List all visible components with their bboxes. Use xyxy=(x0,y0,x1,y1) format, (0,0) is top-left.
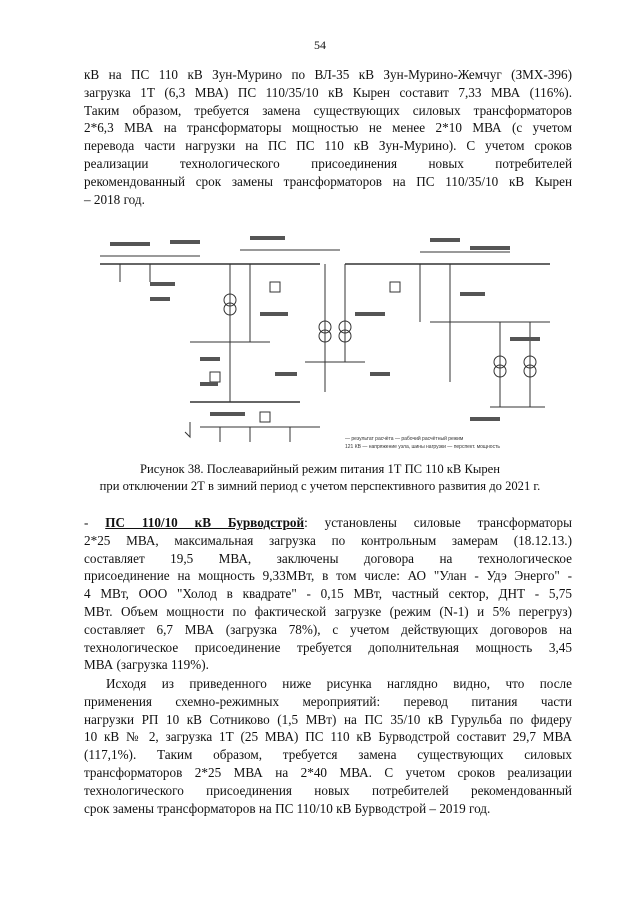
text-line: - ПС 110/10 кВ Бурводстрой: установлены силовые трансформаторы xyxy=(84,515,572,530)
text-line: перевода части нагрузки на ПС ПС 110 кВ Зун-Мурино). С учетом сроков xyxy=(84,138,572,154)
paragraph-kyren xyxy=(84,66,572,208)
figure-caption-line-1: Рисунок 38. Послеаварийный режим питания 1Т ПС 110 кВ Кырен xyxy=(140,462,500,476)
text-line: МВА (загрузка 119%). xyxy=(84,657,209,673)
text-line: рекомендованный срок замены трансформаторов на ПС 110/35/10 кВ Кырен xyxy=(84,173,572,189)
text-line: нагрузки РП 10 кВ Сотниково (1,5 МВт) на ПС 35/10 кВ Гурульба по фидеру xyxy=(84,711,572,727)
text-line: Таким образом, требуется замена существующих силовых трансформаторов xyxy=(84,102,572,118)
text-line: трансформаторов 2*25 МВА на 2*40 МВА. С учетом сроков реализации xyxy=(84,764,572,780)
text-line: – 2018 год. xyxy=(84,191,145,207)
page-number: 54 xyxy=(314,38,326,52)
text-line: составляет 6,7 МВА (загрузка 78%), с учетом действующих договоров на xyxy=(84,621,572,637)
figure-caption-line-2: при отключении 2Т в зимний период с учетом перспективного развития до 2021 г. xyxy=(99,479,541,493)
text-line: МВт. Объем мощности по фактической загрузке (режим (N-1) и 5% перегруз) xyxy=(84,603,572,619)
text-line: 4 МВт, ООО "Холод в квадрате" - 0,15 МВт, частный сектор, ДНТ - 5,75 xyxy=(84,586,572,602)
text-line: 2*6,3 МВА на трансформаторы мощностью не менее 2*10 МВА (с учетом xyxy=(84,120,572,136)
text-line: присоединение на мощность 9,33МВт, в том числе: АО "Улан - Удэ Энерго" - xyxy=(84,568,572,584)
text-line: 2*25 МВА, максимальная загрузка по контрольным замерам (18.12.13.) xyxy=(84,532,572,548)
text-line: (117,1%). Таким образом, требуется замена существующих силовых xyxy=(84,747,572,763)
text-line: кВ на ПС 110 кВ Зун-Мурино по ВЛ-35 кВ Зун-Мурино-Жемчуг (ЗМХ-396) xyxy=(84,67,572,82)
text-line: реализации технологического присоединения новых потребителей xyxy=(84,155,572,171)
text-line: Исходя из приведенного ниже рисунка наглядно видно, что после xyxy=(106,676,572,691)
paragraph-conclusion xyxy=(84,675,572,817)
text-line: срок замены трансформаторов на ПС 110/10 кВ Бурводстрой – 2019 год. xyxy=(84,800,491,816)
text-line: технологическое присоединение требуется дополнительная мощность 3,45 xyxy=(84,639,572,655)
text-line: технологического присоединения новых потребителей рекомендованный xyxy=(84,782,572,798)
substation-heading: ПС 110/10 кВ Бурводстрой xyxy=(105,515,305,530)
text-line: 10 кВ № 2, загрузка 1Т (25 МВА) ПС 110 кВ Бурводстрой составит 29,7 МВА xyxy=(84,729,572,745)
paragraph-burvodstroy xyxy=(84,514,572,674)
power-grid-schematic xyxy=(90,222,560,456)
text-line: загрузка 1Т (6,3 МВА) ПС 110/35/10 кВ Кырен составит 7,33 МВА (116%). xyxy=(84,84,572,100)
legend-line-2: 121 КВ — напряжение узла, шины нагрузки — перспект. мощность xyxy=(345,444,500,450)
legend-line-1: — результат расчёта — рабочий расчётный режим xyxy=(345,436,464,442)
text-segment: : установлены силовые трансформаторы xyxy=(304,515,572,530)
text-line: составляет 19,5 МВА, заключены договора на технологическое xyxy=(84,550,572,566)
text-line: применения схемно-режимных мероприятий: перевод питания части xyxy=(84,693,572,709)
